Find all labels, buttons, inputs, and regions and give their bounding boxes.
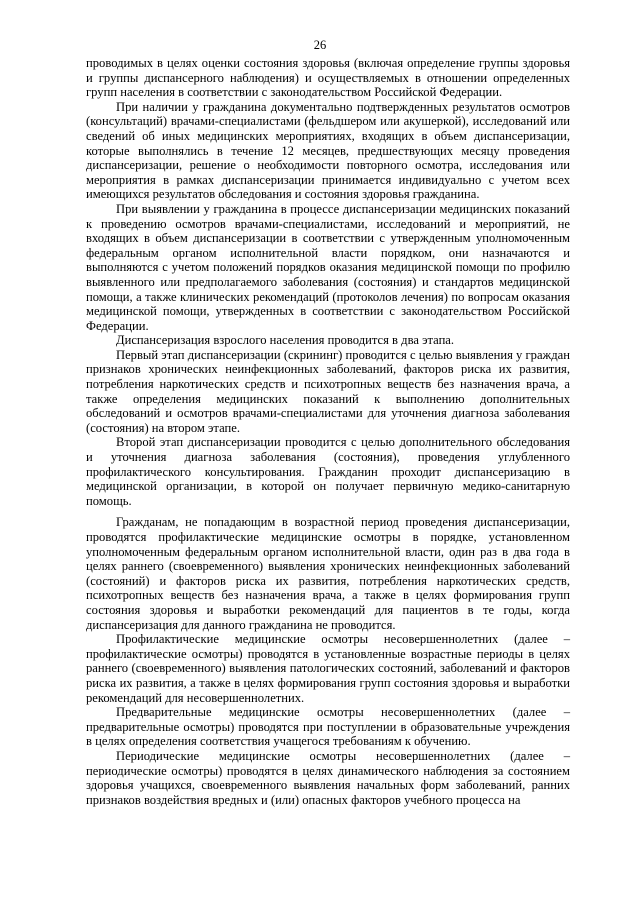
paragraph-continuation: проводимых в целях оценки состояния здоровья (включая определение группы здоровья и группы диспансерного наблюдения) и осуществляемых в отношении определенных групп населения в соответствии с законодательством Российской Федерации. [86,56,570,100]
document-body [86,56,570,807]
paragraph-preventive-exams: Гражданам, не попадающим в возрастной период проведения диспансеризации, проводятся профилактические медицинские осмотры в порядке, установленном уполномоченным федеральным органом исполнительной власти, один раз в два года в целях раннего (своевременного) выявления хронических неинфекционных заболеваний (состояний) и факторов риска их развития, потребления наркотических средств, психотропных веществ без назначения врача, а также в целях формирования групп состояния здоровья и выработки рекомендаций для пациентов в те годы, когда диспансеризация для данного гражданина не проводится. [86,515,570,632]
paragraph-two-stages: Диспансеризация взрослого населения проводится в два этапа. [116,333,455,348]
paragraph-minors-preventive: Профилактические медицинские осмотры несовершеннолетних (далее – профилактические осмотры) проводятся в установленные возрастные периоды в целях раннего (своевременного) выявления патологических состояний, заболеваний и факторов риска их развития, а также в целях формирования групп состояния здоровья и выработки рекомендаций для несовершеннолетних. [86,632,570,705]
paragraph-prior-results: При наличии у гражданина документально подтвержденных результатов осмотров (консультаций) врачами-специалистами (фельдшером или акушеркой), исследований или сведений об иных медицинских мероприятиях, входящих в объем диспансеризации, которые выполнялись в течение 12 месяцев, предшествующих месяцу проведения диспансеризации, решение о необходимости повторного осмотра, исследования или мероприятия в рамках диспансеризации принимается индивидуально с учетом всех имеющихся результатов обследования и состояния здоровья гражданина. [86,99,570,202]
paragraph-minors-periodic: Периодические медицинские осмотры несовершеннолетних (далее – периодические осмотры) проводятся в целях динамического наблюдения за состоянием здоровья учащихся, своевременного выявления начальных форм заболеваний, ранних признаков воздействия вредных и (или) опасных факторов учебного процесса на [86,748,570,807]
paragraph-minors-preliminary: Предварительные медицинские осмотры несовершеннолетних (далее – предварительные осмотры) проводятся при поступлении в образовательные учреждения в целях определения соответствия учащегося требованиям к обучению. [86,705,570,749]
paragraph-second-stage: Второй этап диспансеризации проводится с целью дополнительного обследования и уточнения диагноза заболевания (состояния), проведения углубленного профилактического консультирования. Гражданин проходит диспансеризацию в медицинской организации, в которой он получает первичную медико-санитарную помощь. [86,435,570,508]
paragraph-first-stage: Первый этап диспансеризации (скрининг) проводится с целью выявления у граждан признаков хронических неинфекционных заболеваний, факторов риска их развития, потребления наркотических средств и психотропных веществ без назначения врача, а также определения медицинских показаний к выполнению дополнительных обследований и осмотров врачами-специалистами для уточнения диагноза заболевания (состояния) на втором этапе. [86,347,570,435]
page-number: 26 [313,38,327,52]
paragraph-additional-indications: При выявлении у гражданина в процессе диспансеризации медицинских показаний к проведению осмотров врачами-специалистами, исследований и мероприятий, не входящих в объем диспансеризации в соответствии с утвержденным уполномоченным федеральным органом исполнительной власти порядком, они назначаются и выполняются с учетом положений порядков оказания медицинской помощи по профилю выявленного или предполагаемого заболевания (состояния) и стандартов медицинской помощи, а также клинических рекомендаций (протоколов лечения) по вопросам оказания медицинской помощи, утвержденных в соответствии с законодательством Российской Федерации. [86,201,570,333]
